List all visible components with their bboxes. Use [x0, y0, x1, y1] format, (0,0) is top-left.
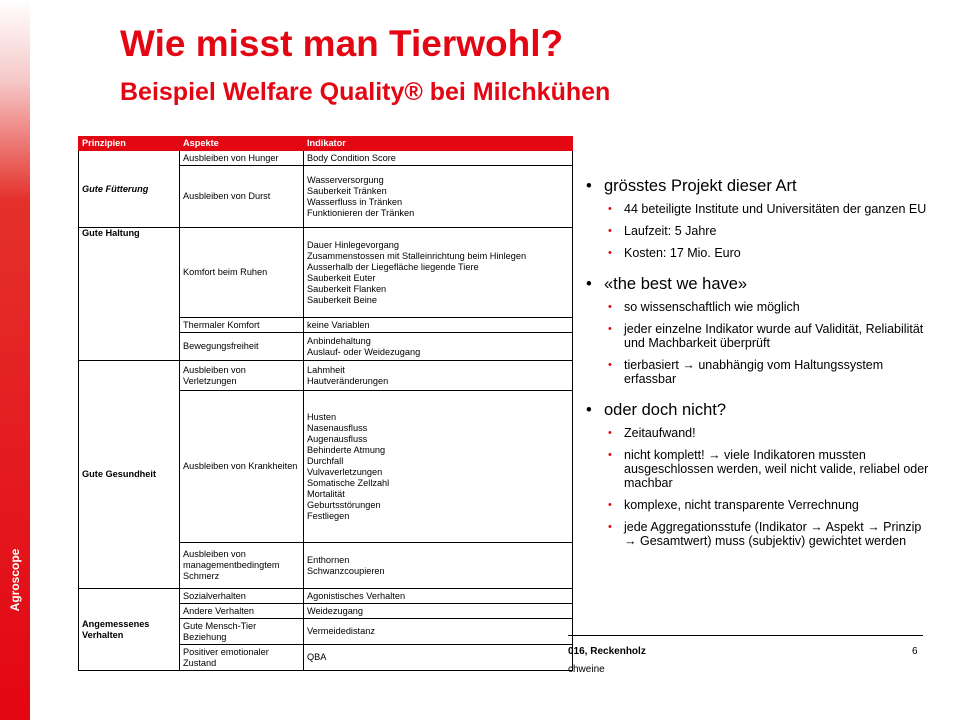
- principle-health: Gute Gesundheit: [79, 361, 180, 589]
- principle-feeding: Gute Fütterung: [79, 151, 180, 228]
- indicator-item: Schwanzcoupieren: [307, 565, 385, 576]
- agroscope-logo: [0, 520, 30, 640]
- table-row: [79, 228, 573, 318]
- bullet-main: • «the best we have»: [586, 274, 936, 294]
- aspect-cell: Andere Verhalten: [180, 604, 304, 619]
- header-aspects: Aspekte: [180, 137, 304, 151]
- indicator-cell: [304, 589, 573, 604]
- indicator-item: Weidezugang: [307, 605, 364, 616]
- indicator-item: Sauberkeit Tränken: [307, 185, 387, 196]
- indicator-item: Sauberkeit Beine: [307, 294, 377, 305]
- indicator-cell: [304, 543, 573, 589]
- indicator-item: Dauer Hinlegevorgang: [307, 239, 399, 250]
- indicator-item: Wasserfluss in Tränken: [307, 196, 403, 207]
- principle-housing: Gute Haltung: [79, 228, 180, 361]
- footer-topic: chweine: [568, 664, 605, 675]
- indicator-cell: [304, 318, 573, 333]
- page-subtitle: Beispiel Welfare Quality® bei Milchkühen: [120, 78, 611, 106]
- indicator-item: Somatische Zellzahl: [307, 477, 390, 488]
- indicator-item: Hautveränderungen: [307, 375, 389, 386]
- indicator-cell: [304, 619, 573, 645]
- indicator-cell: [304, 151, 573, 166]
- indicator-item: Durchfall: [307, 455, 344, 466]
- indicator-cell: [304, 333, 573, 361]
- aspect-cell: Ausbleiben von managementbedingtem Schmerz: [180, 543, 304, 589]
- indicator-item: Geburtsstörungen: [307, 499, 381, 510]
- aspect-cell: Positiver emotionaler Zustand: [180, 645, 304, 671]
- indicator-item: Enthornen: [307, 554, 350, 565]
- bullet-main: • grösstes Projekt dieser Art: [586, 176, 936, 196]
- aspect-cell: Ausbleiben von Hunger: [180, 151, 304, 166]
- indicator-item: Mortalität: [307, 488, 345, 499]
- indicator-item: Funktionieren der Tränken: [307, 207, 415, 218]
- bullet-sub: • so wissenschaftlich wie möglich: [586, 300, 936, 314]
- indicator-cell: [304, 228, 573, 318]
- footer-divider: [568, 635, 923, 636]
- indicator-item: Ausserhalb der Liegefläche liegende Tiere: [307, 261, 479, 272]
- indicator-item: Body Condition Score: [307, 152, 396, 163]
- header-indicator: Indikator: [304, 137, 573, 151]
- indicator-cell: [304, 645, 573, 671]
- indicator-item: Zusammenstossen mit Stalleinrichtung beim Hinlegen: [307, 250, 527, 261]
- footer-event: 016, Reckenholz: [568, 646, 646, 657]
- aspect-cell: Bewegungsfreiheit: [180, 333, 304, 361]
- bullet-sub: • Kosten: 17 Mio. Euro: [586, 246, 936, 260]
- welfare-quality-table: [78, 136, 573, 671]
- bullet-sub: • komplexe, nicht transparente Verrechnung: [586, 498, 936, 512]
- aspect-cell: Gute Mensch-Tier Beziehung: [180, 619, 304, 645]
- indicator-cell: [304, 166, 573, 228]
- bullet-sub: • Laufzeit: 5 Jahre: [586, 224, 936, 238]
- aspect-cell: Ausbleiben von Durst: [180, 166, 304, 228]
- logo-text: Agroscope: [8, 548, 22, 612]
- aspect-cell: Thermaler Komfort: [180, 318, 304, 333]
- indicator-item: Wasserversorgung: [307, 174, 384, 185]
- aspect-cell: Ausbleiben von Verletzungen: [180, 361, 304, 391]
- indicator-cell: [304, 361, 573, 391]
- indicator-item: Sauberkeit Euter: [307, 272, 376, 283]
- table-row: [79, 361, 573, 391]
- indicator-item: Augenausfluss: [307, 433, 368, 444]
- bullet-sub: • jede Aggregationsstufe (Indikator → Aspekt → Prinzip → Gesamtwert) muss (subjektiv) gewichtet werden: [586, 520, 936, 548]
- bullet-list: [586, 176, 936, 556]
- indicator-item: QBA: [307, 652, 327, 662]
- indicator-item: Vulvaverletzungen: [307, 466, 383, 477]
- indicator-item: Behinderte Atmung: [307, 444, 386, 455]
- bullet-main: • oder doch nicht?: [586, 400, 936, 420]
- indicator-item: Husten: [307, 411, 337, 422]
- indicator-item: Auslauf- oder Weidezugang: [307, 346, 421, 357]
- indicator-cell: [304, 604, 573, 619]
- indicator-item: Festliegen: [307, 510, 350, 521]
- principle-behaviour: Angemessenes Verhalten: [79, 589, 180, 671]
- indicator-item: Anbindehaltung: [307, 335, 371, 346]
- bullet-sub: • 44 beteiligte Institute und Universitäten der ganzen EU: [586, 202, 936, 216]
- table-row: [79, 589, 573, 604]
- bullet-sub: • nicht komplett! → viele Indikatoren mussten ausgeschlossen werden, weil nicht valide, reliabel oder machbar: [586, 448, 936, 490]
- aspect-cell: Sozialverhalten: [180, 589, 304, 604]
- indicator-cell: [304, 391, 573, 543]
- bullet-sub: • jeder einzelne Indikator wurde auf Validität, Reliabilität und Machbarkeit überprüft: [586, 322, 936, 350]
- indicator-item: Vermeidedistanz: [307, 626, 375, 636]
- bullet-sub: • Zeitaufwand!: [586, 426, 936, 440]
- table-header-row: [79, 137, 573, 151]
- indicator-item: Lahmheit: [307, 364, 345, 375]
- aspect-cell: Ausbleiben von Krankheiten: [180, 391, 304, 543]
- aspect-cell: Komfort beim Ruhen: [180, 228, 304, 318]
- table-row: [79, 151, 573, 166]
- indicator-item: keine Variablen: [307, 319, 370, 330]
- page-number: 6: [912, 646, 918, 657]
- indicator-item: Nasenausfluss: [307, 422, 368, 433]
- page-title: Wie misst man Tierwohl?: [120, 23, 564, 64]
- header-principles: Prinzipien: [79, 137, 180, 151]
- bullet-sub: • tierbasiert → unabhängig vom Haltungssystem erfassbar: [586, 358, 936, 386]
- indicator-item: Agonistisches Verhalten: [307, 590, 406, 601]
- indicator-item: Sauberkeit Flanken: [307, 283, 387, 294]
